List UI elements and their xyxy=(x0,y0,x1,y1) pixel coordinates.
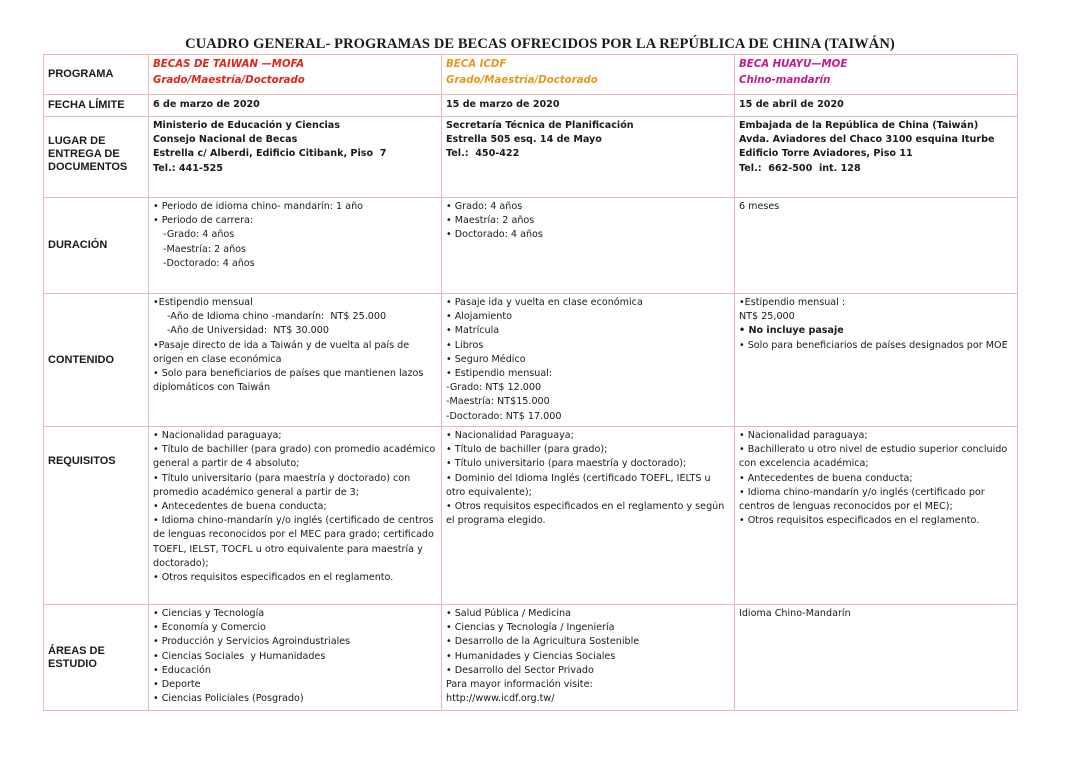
lugar-line: Secretaría Técnica de Planificación xyxy=(446,120,634,131)
lugar-line: Estrella c/ Alberdi, Edificio Citibank, Piso 7 xyxy=(153,148,387,160)
duracion-line: • Doctorado: 4 años xyxy=(446,229,543,241)
contenido-icdf xyxy=(442,294,735,427)
program-moe xyxy=(735,55,1018,95)
requisitos-line: • Nacionalidad Paraguaya; xyxy=(446,430,574,441)
icdf-url-link[interactable]: http://www.icdf.org.tw/ xyxy=(446,693,555,705)
areas-icdf xyxy=(442,605,735,711)
header-lugar xyxy=(44,117,149,198)
areas-line: • Deporte xyxy=(153,679,201,691)
areas-line: • Salud Pública / Medicina xyxy=(446,608,571,619)
lugar-mofa xyxy=(149,117,442,198)
requisitos-line: • Nacionalidad paraguaya; xyxy=(739,430,868,441)
program-mofa xyxy=(149,55,442,95)
lugar-line: Tel.: 662-500 int. 128 xyxy=(739,162,861,174)
header-requisitos: REQUISITOS xyxy=(44,427,149,605)
lugar-line: Avda. Aviadores del Chaco 3100 esquina Iturbe xyxy=(739,134,995,146)
header-lugar-line: ENTREGA DE xyxy=(48,148,120,160)
requisitos-line: • Dominio del Idioma Inglés (certificado TOEFL, IELTS u otro equivalente); xyxy=(446,472,714,498)
contenido-line: •Estipendio mensual xyxy=(153,297,253,308)
contenido-line: -Año de Idioma chino -mandarín: NT$ 25.000 xyxy=(167,311,387,323)
contenido-line: -Doctorado: NT$ 17.000 xyxy=(446,410,562,422)
requisitos-line: • Otros requisitos especificados en el reglamento y según el programa elegido. xyxy=(446,501,728,527)
requisitos-icdf xyxy=(442,427,735,605)
requisitos-line: • Título de bachiller (para grado); xyxy=(446,444,608,456)
scholarship-table xyxy=(43,54,1018,711)
requisitos-line: • Título universitario (para maestría y doctorado) con promedio académico general a partir de 3; xyxy=(153,472,414,498)
program-moe-name: BECA HUAYU—MOE xyxy=(739,59,848,70)
duracion-line: • Periodo de carrera: xyxy=(153,215,254,227)
program-icdf-levels: Grado/Maestría/Doctorado xyxy=(446,75,598,86)
lugar-line: Estrella 505 esq. 14 de Mayo xyxy=(446,134,602,146)
contenido-line: -Maestría: NT$15.000 xyxy=(446,396,550,408)
contenido-line: •Estipendio mensual : xyxy=(739,297,846,308)
contenido-line: • Alojamiento xyxy=(446,311,512,323)
requisitos-line: • Otros requisitos especificados en el reglamento. xyxy=(739,515,980,527)
contenido-line: • No incluye pasaje xyxy=(739,325,844,337)
lugar-line: Ministerio de Educación y Ciencias xyxy=(153,120,340,131)
lugar-icdf xyxy=(442,117,735,198)
row-fecha xyxy=(44,95,1018,117)
row-requisitos xyxy=(44,427,1018,605)
lugar-line: Tel.: 450-422 xyxy=(446,148,520,160)
areas-line: • Humanidades y Ciencias Sociales xyxy=(446,650,616,662)
requisitos-line: • Título universitario (para maestría y doctorado); xyxy=(446,458,687,470)
contenido-line: • Solo para beneficiarios de países designados por MOE xyxy=(739,339,1008,351)
contenido-line: NT$ 25,000 xyxy=(739,311,795,323)
contenido-line: • Pasaje ida y vuelta en clase económica xyxy=(446,297,643,308)
requisitos-line: • Antecedentes de buena conducta; xyxy=(153,501,327,513)
requisitos-line: • Idioma chino-mandarín y/o inglés (certificado por centros de lenguas reconocidos por el MEC); xyxy=(739,486,988,513)
requisitos-line: • Nacionalidad paraguaya; xyxy=(153,430,282,441)
areas-moe xyxy=(735,605,1018,711)
duracion-mofa xyxy=(149,198,442,294)
requisitos-moe xyxy=(735,427,1018,605)
row-areas xyxy=(44,605,1018,711)
row-programa xyxy=(44,55,1018,95)
requisitos-line: • Título de bachiller (para grado) con promedio académico general a partir de 4 absoluto; xyxy=(153,444,439,470)
duracion-line: -Maestría: 2 años xyxy=(163,243,247,255)
header-lugar-line: LUGAR DE xyxy=(48,135,106,147)
requisitos-line: • Otros requisitos especificados en el reglamento. xyxy=(153,572,394,584)
header-areas xyxy=(44,605,149,711)
fecha-moe: 15 de abril de 2020 xyxy=(735,95,1018,117)
lugar-line: Edificio Torre Aviadores, Piso 11 xyxy=(739,148,913,160)
duracion-moe xyxy=(735,198,1018,294)
contenido-line: -Año de Universidad: NT$ 30.000 xyxy=(167,325,329,337)
row-contenido xyxy=(44,294,1018,427)
areas-line: • Desarrollo del Sector Privado xyxy=(446,664,594,676)
areas-line: Idioma Chino-Mandarín xyxy=(739,608,851,619)
contenido-line: • Estipendio mensual: xyxy=(446,368,553,380)
program-mofa-name: BECAS DE TAIWAN —MOFA xyxy=(153,59,305,70)
duracion-line: • Grado: 4 años xyxy=(446,201,523,212)
header-areas-line: ÁREAS DE xyxy=(48,644,105,657)
lugar-line: Embajada de la República de China (Taiwán) xyxy=(739,120,979,131)
row-duracion xyxy=(44,198,1018,294)
areas-line: • Ciencias Sociales y Humanidades xyxy=(153,650,326,662)
page-title: CUADRO GENERAL- PROGRAMAS DE BECAS OFRECIDOS POR LA REPÚBLICA DE CHINA (TAIWÁN) xyxy=(185,36,895,52)
areas-line: • Educación xyxy=(153,664,211,676)
requisitos-line: • Bachillerato u otro nivel de estudio superior concluido con excelencia académica; xyxy=(739,444,1011,470)
areas-line: • Ciencias Policiales (Posgrado) xyxy=(153,693,304,705)
contenido-line: -Grado: NT$ 12.000 xyxy=(446,382,542,394)
header-areas-line: ESTUDIO xyxy=(48,657,97,670)
contenido-moe xyxy=(735,294,1018,427)
areas-line: • Economía y Comercio xyxy=(153,622,266,634)
lugar-line: Consejo Nacional de Becas xyxy=(153,134,298,146)
areas-line: • Producción y Servicios Agroindustriales xyxy=(153,636,351,648)
header-fecha: FECHA LÍMITE xyxy=(44,95,149,117)
areas-line: • Desarrollo de la Agricultura Sostenible xyxy=(446,636,640,648)
areas-line: • Ciencias y Tecnología / Ingeniería xyxy=(446,622,615,634)
contenido-line: • Solo para beneficiarios de países que mantienen lazos diplomáticos con Taiwán xyxy=(153,368,427,394)
requisitos-line: • Idioma chino-mandarín y/o inglés (certificado de centros de lenguas reconocidos por el MEC para grado; certificado TOEFL, IELST, TOCFL u otro equivalente para maestría y doctorado); xyxy=(153,515,437,569)
duracion-icdf xyxy=(442,198,735,294)
duracion-line: -Doctorado: 4 años xyxy=(163,257,255,269)
duracion-line: 6 meses xyxy=(739,201,780,212)
header-duracion: DURACIÓN xyxy=(44,198,149,294)
header-programa: PROGRAMA xyxy=(44,55,149,95)
contenido-line: • Libros xyxy=(446,339,484,351)
duracion-line: • Maestría: 2 años xyxy=(446,215,535,227)
contenido-line: • Seguro Médico xyxy=(446,353,526,365)
areas-mofa xyxy=(149,605,442,711)
areas-line: Para mayor información visite: xyxy=(446,679,593,691)
program-icdf-name: BECA ICDF xyxy=(446,59,507,70)
contenido-line: •Pasaje directo de ida a Taiwán y de vuelta al país de origen en clase económica xyxy=(153,339,413,365)
header-contenido: CONTENIDO xyxy=(44,294,149,427)
program-icdf xyxy=(442,55,735,95)
fecha-icdf: 15 de marzo de 2020 xyxy=(442,95,735,117)
areas-line: • Ciencias y Tecnología xyxy=(153,608,265,619)
contenido-line: • Matrícula xyxy=(446,325,500,337)
header-lugar-line: DOCUMENTOS xyxy=(48,161,128,173)
lugar-moe xyxy=(735,117,1018,198)
program-mofa-levels: Grado/Maestría/Doctorado xyxy=(153,75,305,86)
requisitos-line: • Antecedentes de buena conducta; xyxy=(739,472,913,484)
contenido-mofa xyxy=(149,294,442,427)
row-lugar xyxy=(44,117,1018,198)
program-moe-levels: Chino-mandarín xyxy=(739,75,831,86)
fecha-mofa: 6 de marzo de 2020 xyxy=(149,95,442,117)
lugar-line: Tel.: 441-525 xyxy=(153,162,223,174)
requisitos-mofa xyxy=(149,427,442,605)
duracion-line: -Grado: 4 años xyxy=(163,229,235,241)
duracion-line: • Periodo de idioma chino- mandarín: 1 año xyxy=(153,201,364,212)
